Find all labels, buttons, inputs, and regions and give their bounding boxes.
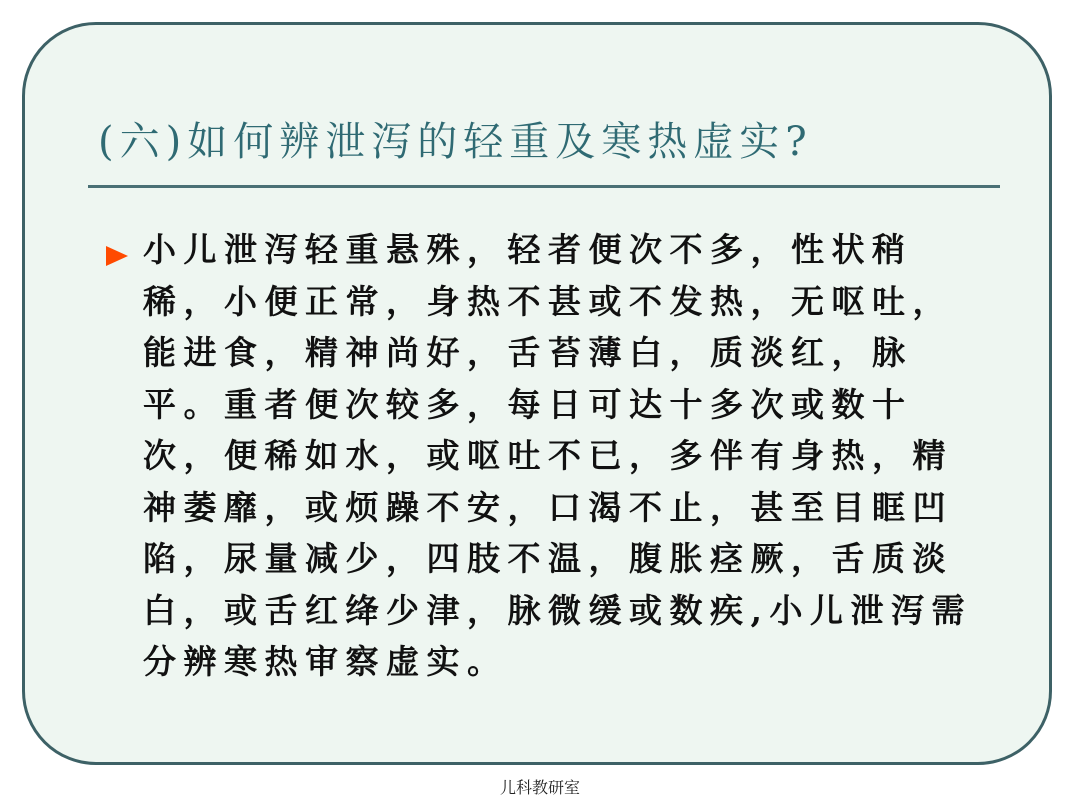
bullet-text: 小儿泄泻轻重悬殊，轻者便次不多，性状稍稀，小便正常，身热不甚或不发热，无呕吐，能进食，精神尚好，舌苔薄白，质淡红，脉平。重者便次较多，每日可达十多次或数十次，便稀如水，或呕吐不已，多伴有身热，精神萎靡，或烦躁不安，口渴不止，甚至目眶凹陷，尿量减少，四肢不温，腹胀痉厥，舌质淡白，或舌红绛少津，脉微缓或数疾,小儿泄泻需分辨寒热审察虚实。	[143, 230, 972, 681]
slide-title: (六)如何辨泄泻的轻重及寒热虚实?	[98, 119, 813, 165]
footer-label: 儿科教研室	[499, 778, 580, 797]
orange-arrow-bullet-icon	[106, 246, 128, 266]
title-divider	[88, 185, 1000, 188]
